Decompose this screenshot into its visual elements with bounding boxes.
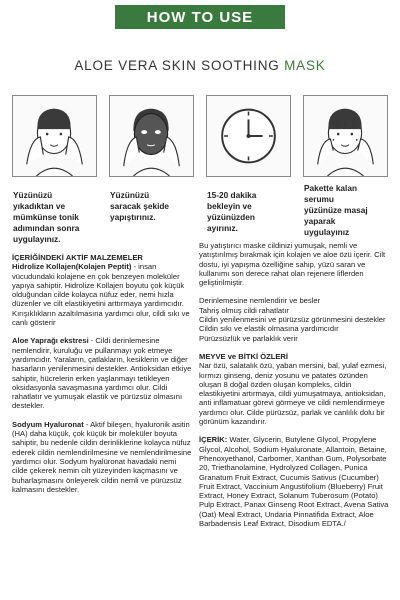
step-3-image — [206, 95, 291, 177]
aloe-text: - Cildi derinlemesine nemlendirir, kuruluğu ve pullanmayı yok etmeye yardımcıdır. Yaraların, çatlakların, kesiklerin ve diğer hasarların yenilenmesini destekler. Antioksidan etkiye sahiptir, hücrelerin erken yaşlanmayı tetikleyen oksidasyonla savaşmasına yardımcı olur. Cildi rahatlatır ve yumuşak elastik ve pürüzsüz olmasını destekler. — [12, 336, 192, 411]
sodium-hyaluronate-title: Sodyum Hyaluronat — [12, 419, 84, 429]
collagen-text: - insan vücudundaki kolajene en çok benzeyen moleküler yapıya sahiptir. Hidrolize Kollajen boyutu çok küçük olduğundan cilde kolayca nüfuz eder, nemi hızla düzenler ve cilt elastikiyetini arttırmaya yardımcıdır. Kırışıklıkların azaltılmasına yardımcı olur, cildi sıkı ve canlı gösterir — [12, 262, 190, 328]
step-4-text: Pakette kalan serumu yüzünüze masaj yaparak uygulayınız — [304, 183, 368, 237]
right-column — [199, 241, 391, 528]
benefit-item: Tahriş olmuş cildi rahatlatır — [199, 305, 289, 315]
step-1-text: Yüzünüzü yıkadıktan ve mümkünse tonik adımından sonra uygulayınız. — [13, 190, 80, 244]
how-to-use-banner: HOW TO USE — [115, 5, 285, 29]
left-column — [12, 253, 192, 494]
active-ingredients-section — [12, 253, 192, 327]
ingredients-title: İÇERİK: — [199, 435, 228, 445]
benefit-item: Derinlemesine nemlendirir ve besler — [199, 296, 321, 306]
extracts-title: MEYVE ve BİTKİ ÖZLERİ — [199, 351, 289, 361]
clock-icon — [207, 96, 290, 176]
ingredients-section — [199, 435, 391, 528]
sodium-hyaluronate-text: - Aktif bileşen, hyaluronik asitin (HA) daha küçük, çok küçük bir moleküler boyuta sahiptir, bu nedenle cildin derinliklerine kolayca nüfuz ederek cildin nemlendirilmesine ve nemlendirilmesine yardımcı olur. Sodyum hyalüronat havadaki nemi cilde çekerek nemin cilt yüzeyinden kaçmasını ve buharlaşmasını önleyerek cildin nemli ve pürüzsüz kalmasını destekler. — [12, 419, 192, 494]
aloe-section — [12, 336, 192, 410]
extracts-text: Nar özü, salatalık özü, yaban mersini, bal, yulaf ezmesi, kırmızı ginseng, deniz yosunu ve patates özünden oluşan 8 doğal özden oluşan kompleks, cildin elastikiyetini artırmaya, cildi yumuşatmaya, antioksidan, anti inflamatuar görevi görmeye ve cildi nemlendirmeye yardımcı olur. Cilde pürüzsüz, parlak ve canlılık dolu bir görünüm kazandırır. — [199, 361, 387, 427]
product-title-main: ALOE VERA SKIN SOOTHING — [74, 58, 280, 73]
benefit-item: Cildin yenilenmesini ve pürüzsüz görünmesini destekler — [199, 315, 386, 325]
ingredients-text: Water, Glycerin, Butylene Glycol, Propylene Glycol, Alcohol, Sodium Hyaluronate, Allantoin, Betaine, Phenoxyethanol, Carbomer, Xanthan Gum, Polysorbate 20, Triethanolamine, Hydrolyzed Collagen, Punica Granatum Fruit Extract, Cucumis Sativus (Cucumber) Fruit Extract, Vaccinium Angustifolium (Blueberry) Fruit Extract, Honey Extract, Solanum Tuberosum (Potato) Pulp Extract, Panax Ginseng Root Extract, Avena Sativa (Oat) Meal Extract, Undaria Pinnatifida Extract, Aloe Barbadensis Leaf Extract, Disodium EDTA./ — [199, 435, 389, 529]
benefit-item: Pürüzsüzlük ve parlaklık verir — [199, 333, 298, 343]
step-2-image — [109, 95, 194, 177]
face-washing-icon — [13, 96, 96, 176]
step-2-text: Yüzünüzü saracak şekide yapıştırınız. — [110, 190, 170, 222]
face-mask-icon — [110, 96, 193, 176]
step-3-text: 15-20 dakika bekleyin ve yüzünüzden ayırınız. — [207, 190, 257, 233]
sodium-hyaluronate-section — [12, 420, 192, 494]
step-1-image — [12, 95, 97, 177]
face-massage-icon — [304, 96, 387, 176]
benefit-item: Cildin sıkı ve elastik olmasına yardımcıdır — [199, 324, 339, 334]
product-title-accent: MASK — [284, 58, 326, 73]
step-4-image — [303, 95, 388, 177]
intro-text: Bu yatıştırıcı maske cildinizi yumuşak, nemli ve yatıştırılmış bırakmak için kolajen ve aloe özü içerir. Cilt dostu, iyi yapışma özelliğine sahip, yüzü saran ve kullanımı son derece rahat olan rejenere liflerden geliştirilmiştir. — [199, 241, 386, 288]
product-title — [0, 58, 400, 73]
aloe-title: Aloe Yaprağı ekstresi — [12, 336, 89, 346]
active-ingredients-title: İÇERİĞİNDEKİ AKTİF MALZEMELER — [12, 253, 143, 262]
collagen-title: Hidrolize Kollajen(Kolajen Peptit) — [12, 262, 132, 272]
